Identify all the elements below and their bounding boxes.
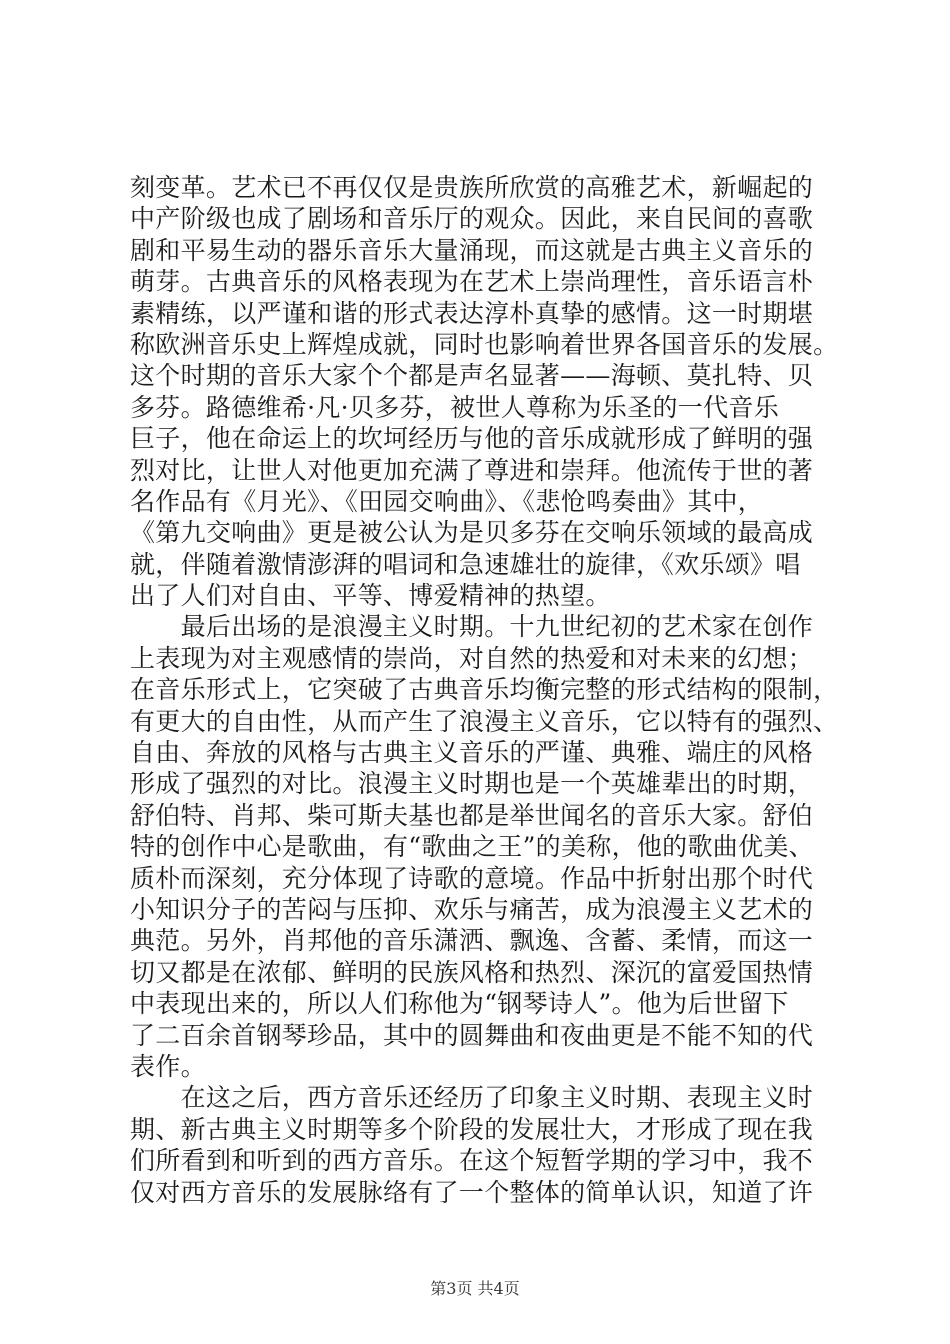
text-line: 小知识分子的苦闷与压抑、欢乐与痛苦，成为浪漫主义艺术的	[130, 894, 814, 924]
text-line: 最后出场的是浪漫主义时期。十九世纪初的艺术家在创作	[130, 612, 814, 642]
text-line: 在这之后，西方音乐还经历了印象主义时期、表现主义时	[130, 1083, 814, 1113]
body-text	[130, 172, 839, 1208]
text-line: 特的创作中心是歌曲，有“歌曲之王”的美称，他的歌曲优美、	[130, 832, 814, 862]
text-line: 舒伯特、肖邦、柴可斯夫基也都是举世闻名的音乐大家。舒伯	[130, 800, 814, 830]
text-line: 剧和平易生动的器乐音乐大量涌现，而这就是古典主义音乐的	[130, 235, 814, 265]
text-line: 形成了强烈的对比。浪漫主义时期也是一个英雄辈出的时期，	[130, 769, 814, 799]
text-line: 自由、奔放的风格与古典主义音乐的严谨、典雅、端庄的风格	[130, 738, 814, 768]
text-line: 多芬。路德维希·凡·贝多芬，被世人尊称为乐圣的一代音乐	[130, 392, 779, 422]
text-line: 烈对比，让世人对他更加充满了尊进和崇拜。他流传于世的著	[130, 455, 814, 485]
text-line: 了二百余首钢琴珍品，其中的圆舞曲和夜曲更是不能不知的代	[130, 1020, 814, 1050]
text-line: 们所看到和听到的西方音乐。在这个短暂学期的学习中，我不	[130, 1146, 814, 1176]
text-line: 有更大的自由性，从而产生了浪漫主义音乐，它以特有的强烈、	[130, 706, 839, 736]
text-line: 称欧洲音乐史上辉煌成就，同时也影响着世界各国音乐的发展。	[130, 329, 839, 359]
text-line: 表作。	[130, 1051, 206, 1081]
text-line: 素精练，以严谨和谐的形式表达淳朴真挚的感情。这一时期堪	[130, 298, 814, 328]
text-line: 就，伴随着激情澎湃的唱词和急速雄壮的旋律，《欢乐颂》唱	[130, 549, 801, 579]
text-line: 萌芽。古典音乐的风格表现为在艺术上崇尚理性，音乐语言朴	[130, 267, 814, 297]
text-line: 期、新古典主义时期等多个阶段的发展壮大，才形成了现在我	[130, 1114, 814, 1144]
text-line: 仅对西方音乐的发展脉络有了一个整体的简单认识，知道了许	[130, 1177, 814, 1207]
page-footer: 第3页 共4页	[430, 1279, 520, 1298]
text-line: 中产阶级也成了剧场和音乐厅的观众。因此，来自民间的喜歌	[130, 204, 814, 234]
text-line: 切又都是在浓郁、鲜明的民族风格和热烈、深沉的富爱国热情	[130, 957, 814, 987]
text-line: 出了人们对自由、平等、博爱精神的热望。	[130, 581, 611, 611]
text-line: 质朴而深刻，充分体现了诗歌的意境。作品中折射出那个时代	[130, 863, 814, 893]
text-line: 典范。另外，肖邦他的音乐潇洒、飘逸、含蓄、柔情，而这一	[130, 926, 814, 956]
text-line: 《第九交响曲》更是被公认为是贝多芬在交响乐领域的最高成	[130, 518, 814, 548]
text-line: 巨子，他在命运上的坎坷经历与他的音乐成就形成了鲜明的强	[130, 424, 814, 454]
text-line: 刻变革。艺术已不再仅仅是贵族所欣赏的高雅艺术，新崛起的	[130, 173, 814, 202]
text-line: 中表现出来的，所以人们称他为“钢琴诗人”。他为后世留下	[130, 989, 789, 1019]
text-line: 这个时期的音乐大家个个都是声名显著——海顿、莫扎特、贝	[130, 361, 814, 391]
text-line: 在音乐形式上，它突破了古典音乐均衡完整的形式结构的限制，	[130, 675, 839, 705]
text-line: 上表现为对主观感情的崇尚，对自然的热爱和对未来的幻想；	[130, 643, 814, 673]
text-line: 名作品有《月光》、《田园交响曲》、《悲怆鸣奏曲》其中，	[130, 486, 764, 516]
